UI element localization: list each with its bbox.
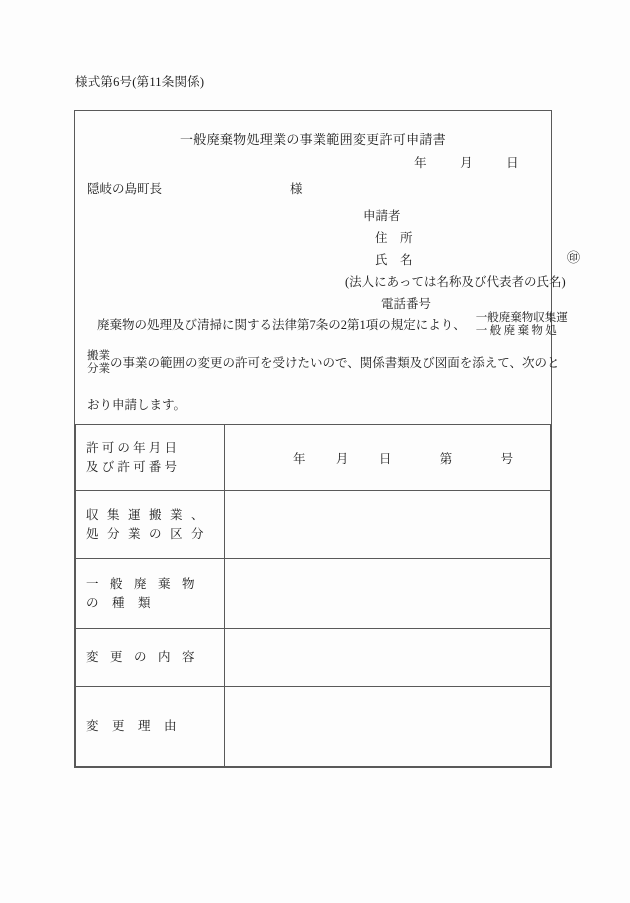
value-change-reason[interactable] — [225, 687, 551, 767]
body-lead-text: 廃棄物の処理及び清掃に関する法律第7条の2第1項の規定により、 — [97, 318, 466, 332]
applicant-address-row — [345, 227, 566, 249]
label-permit-date — [76, 425, 225, 491]
label-business-category-line1: 収集運搬業、 — [86, 507, 213, 522]
label-waste-type-line1: 一般廃棄物 — [86, 576, 207, 591]
value-permit-date[interactable] — [225, 425, 551, 491]
value-waste-type[interactable] — [225, 559, 551, 629]
alternative-term-1-top: 一般廃棄物収集運 — [475, 312, 568, 325]
table-row-permit-date — [76, 425, 551, 491]
label-change-content-line1: 変更の内容 — [86, 650, 207, 664]
value-change-content[interactable] — [225, 629, 551, 687]
form-header-section — [75, 111, 581, 424]
label-permit-date-line2: 及び許可番号 — [86, 459, 181, 474]
permit-year-label: 年 — [293, 451, 306, 466]
body-closing-text: おり申請します。 — [87, 398, 187, 412]
addressee-name: 隠岐の島町長 — [87, 182, 163, 196]
addressee — [87, 179, 303, 197]
permit-number-suffix: 号 — [500, 451, 514, 466]
applicant-block — [345, 205, 581, 315]
permit-day-label: 日 — [378, 451, 392, 466]
permit-month-label: 月 — [335, 451, 349, 466]
applicant-heading: 申請者 — [363, 209, 401, 223]
addressee-honorific: 様 — [290, 182, 303, 196]
alternative-term-2 — [87, 350, 110, 376]
label-waste-type-line2: の種類 — [86, 595, 165, 610]
applicant-name-label: 氏 名 — [375, 253, 413, 267]
page-title: 一般廃棄物処理業の事業範囲変更許可申請書 — [179, 132, 446, 147]
body-line-1 — [87, 306, 568, 344]
label-business-category-line2: 処分業の区分 — [86, 526, 213, 541]
label-change-content — [76, 629, 225, 687]
alternative-term-2-top: 搬業 — [87, 350, 110, 363]
body-tail-text: の事業の範囲の変更の許可を受けたいので、関係書類及び図面を添えて、次のと — [110, 356, 560, 370]
alternative-term-1 — [466, 312, 568, 338]
label-permit-date-line1: 許可の年月日 — [86, 440, 181, 455]
application-details-table — [75, 424, 551, 767]
body-line-3 — [87, 386, 541, 424]
applicant-name-row — [345, 249, 581, 271]
application-body-text — [87, 306, 568, 424]
date-day-label: 日 — [506, 156, 519, 170]
applicant-phone-label: 電話番号 — [381, 297, 432, 311]
table-row-change-reason — [76, 687, 551, 767]
application-form-frame — [74, 110, 581, 768]
date-month-label: 月 — [460, 156, 474, 170]
alternative-term-1-bottom: 一般廃棄物処 — [475, 325, 560, 338]
permit-number-prefix: 第 — [439, 451, 453, 466]
alternative-term-2-bottom: 分業 — [87, 363, 110, 376]
form-number: 様式第6号(第11条関係) — [75, 75, 205, 89]
label-change-reason — [76, 687, 225, 767]
applicant-address-label: 住 所 — [375, 231, 413, 245]
body-line-2 — [87, 344, 560, 382]
table-row-business-category — [76, 491, 551, 559]
table-row-change-content — [76, 629, 551, 687]
applicant-corporate-note-row — [345, 271, 566, 293]
table-row-waste-type — [76, 559, 551, 629]
applicant-heading-row — [345, 205, 566, 227]
label-change-reason-line1: 変更理由 — [86, 719, 191, 733]
value-business-category[interactable] — [225, 491, 551, 559]
permit-date-placeholders — [237, 449, 538, 467]
seal-stamp-icon: ㊞ — [567, 250, 581, 265]
label-waste-type — [76, 559, 225, 629]
label-business-category — [76, 491, 225, 559]
date-year-label: 年 — [414, 156, 428, 170]
submission-date-line — [414, 153, 519, 171]
applicant-corporate-note: (法人にあっては名称及び代表者の氏名) — [345, 275, 566, 289]
